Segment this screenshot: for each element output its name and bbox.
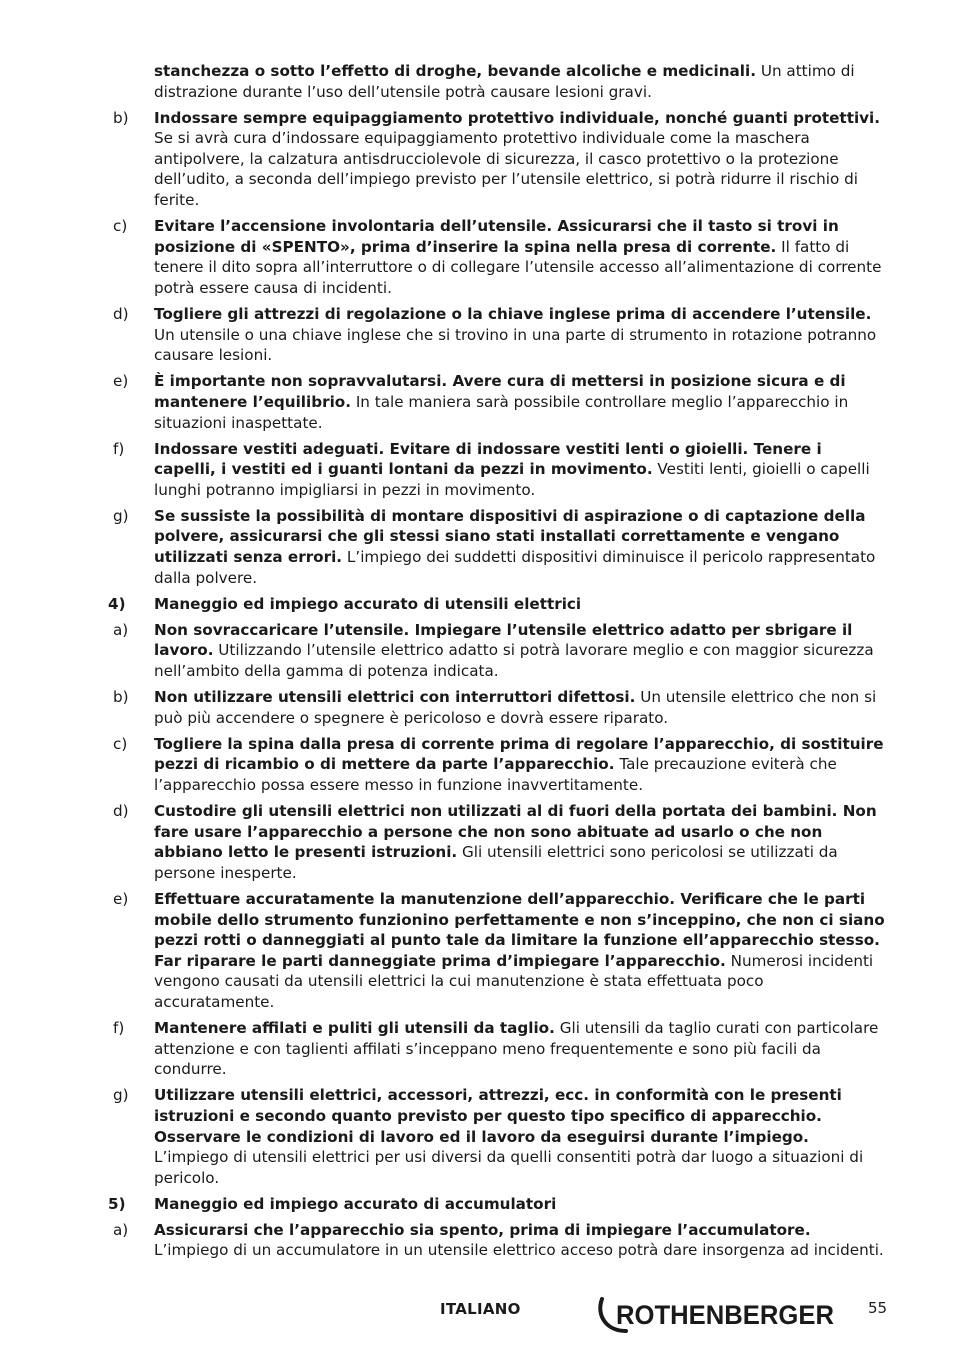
list-item bbox=[108, 61, 888, 102]
item-label: b) bbox=[113, 688, 129, 707]
document-body bbox=[108, 61, 888, 1267]
item-text: Vestiti lenti, gioielli o capelli lunghi potranno impigliarsi in pezzi in movimento. bbox=[154, 460, 870, 499]
list-item bbox=[108, 439, 888, 501]
item-text: Tale precauzione eviterà che l’apparecchio possa essere messo in funzione inavvertitamente. bbox=[154, 755, 837, 794]
item-label: 4) bbox=[108, 594, 126, 613]
item-label: a) bbox=[113, 620, 129, 639]
item-bold-text: Indossare sempre equipaggiamento protettivo individuale, nonché guanti protettivi. bbox=[154, 108, 881, 127]
item-text: Il fatto di tenere il dito sopra all’interruttore o di collegare l’utensile accesso all’alimentazione di corrente potrà essere causa di incidenti. bbox=[154, 237, 882, 297]
item-label: c) bbox=[113, 217, 128, 236]
item-bold-text: Maneggio ed impiego accurato di utensili elettrici bbox=[154, 594, 582, 613]
item-text: L’impiego di utensili elettrici per usi diversi da quelli consentiti potrà dar luogo a situazioni di pericolo. bbox=[154, 1148, 864, 1187]
list-item bbox=[108, 108, 888, 211]
item-bold-text: Togliere gli attrezzi di regolazione o la chiave inglese prima di accendere l’utensile. bbox=[154, 305, 872, 324]
item-bold-text: Se sussiste la possibilità di montare dispositivi di aspirazione o di captazione della polvere, assicurarsi che gli stessi siano stati installati correttamente e vengano utilizzati senza errori. bbox=[154, 506, 866, 567]
list-item bbox=[108, 1220, 888, 1261]
rothenberger-logo bbox=[596, 1293, 836, 1335]
item-bold-text: Assicurarsi che l’apparecchio sia spento, prima di impiegare l’accumulatore. bbox=[154, 1220, 811, 1239]
item-text: In tale maniera sarà possibile controllare meglio l’apparecchio in situazioni inaspettate. bbox=[154, 392, 849, 432]
item-text: Gli utensili da taglio curati con particolare attenzione e con taglienti affilati s’inceppano meno frequentemente e sono più facili da condurre. bbox=[154, 1019, 879, 1079]
list-item bbox=[108, 734, 888, 796]
item-text: Numerosi incidenti vengono causati da utensili elettrici la cui manutenzione è stata effettuata poco accuratamente. bbox=[154, 951, 874, 1011]
logo-wordmark: ROTHENBERGER bbox=[616, 1300, 834, 1330]
item-text: L’impiego dei suddetti dispositivi diminuisce il pericolo rappresentato dalla polvere. bbox=[154, 548, 876, 587]
item-label: a) bbox=[113, 1220, 129, 1239]
item-label: d) bbox=[113, 802, 129, 821]
item-label: f) bbox=[113, 1019, 125, 1038]
item-bold-text: stanchezza o sotto l’effetto di droghe, bevande alcoliche e medicinali. bbox=[154, 62, 756, 80]
item-label: g) bbox=[113, 1086, 129, 1105]
item-label: 5) bbox=[108, 1194, 126, 1213]
list-item bbox=[108, 506, 888, 588]
item-bold-text: Maneggio ed impiego accurato di accumulatori bbox=[154, 1194, 557, 1213]
item-label: c) bbox=[113, 734, 128, 753]
item-label: g) bbox=[113, 506, 129, 525]
section-heading bbox=[108, 1194, 888, 1215]
item-bold-text: Indossare vestiti adeguati. Evitare di indossare vestiti lenti o gioielli. Tenere i capelli, i vestiti ed i guanti lontani da pezzi in movimento. bbox=[154, 439, 822, 479]
item-bold-text: Evitare l’accensione involontaria dell’utensile. Assicurarsi che il tasto si trovi in posizione di «SPENTO», prima d’inserire la spina nella presa di corrente. bbox=[154, 217, 839, 256]
page-number: 55 bbox=[868, 1299, 888, 1317]
item-text: Un utensile elettrico che non si può più accendere o spegnere è pericoloso e dovrà essere riparato. bbox=[154, 688, 877, 727]
item-label: e) bbox=[113, 372, 129, 391]
list-item bbox=[108, 216, 888, 298]
item-bold-text: Non utilizzare utensili elettrici con interruttori difettosi. bbox=[154, 688, 636, 707]
item-text: Gli utensili elettrici sono pericolosi se utilizzati da persone inesperte. bbox=[154, 843, 838, 882]
item-bold-text: Mantenere affilati e puliti gli utensili da taglio. bbox=[154, 1019, 555, 1038]
item-text: L’impiego di un accumulatore in un utensile elettrico acceso potrà dare insorgenza ad incidenti. bbox=[154, 1241, 884, 1260]
list-item bbox=[108, 687, 888, 728]
list-item bbox=[108, 889, 888, 1013]
item-label: d) bbox=[113, 305, 129, 324]
item-label: b) bbox=[113, 108, 129, 127]
item-text: Se si avrà cura d’indossare equipaggiamento protettivo individuale come la maschera antipolvere, la calzatura antisdrucciolevole di sicurezza, il casco protettivo o la protezione dell’udito, a seconda dell’impiego previsto per l’utensile elettrico, si potrà ridurre il rischio di ferite. bbox=[154, 129, 858, 210]
item-bold-text: Utilizzare utensili elettrici, accessori, attrezzi, ecc. in conformità con le presenti istruzioni e secondo quanto previsto per questo tipo specifico di apparecchio. Osservare le condizioni di lavoro ed il lavoro da eseguirsi durante l’impiego. bbox=[154, 1086, 842, 1146]
list-item bbox=[108, 801, 888, 883]
item-label: f) bbox=[113, 439, 125, 458]
list-item bbox=[108, 304, 888, 366]
list-item bbox=[108, 620, 888, 682]
item-bold-text: Togliere la spina dalla presa di corrente prima di regolare l’apparecchio, di sostituire pezzi di ricambio o di mettere da parte l’apparecchio. bbox=[154, 734, 884, 774]
footer-language: ITALIANO bbox=[440, 1300, 521, 1318]
item-bold-text: È importante non sopravvalutarsi. Avere cura di mettersi in posizione sicura e di mantenere l’equilibrio. bbox=[154, 372, 846, 411]
item-label: e) bbox=[113, 889, 129, 908]
list-item bbox=[108, 1085, 888, 1188]
item-text: Un attimo di distrazione durante l’uso dell’utensile potrà causare lesioni gravi. bbox=[154, 62, 855, 101]
item-bold-text: Effettuare accuratamente la manutenzione dell’apparecchio. Verificare che le parti mobile dello strumento funzionino perfettamente e non s’inceppino, che non ci siano pezzi rotti o danneggiati al punto tale da limitare la funzione ell’apparecchio stesso. Far riparare le parti danneggiate prima d’impiegare l’apparecchio. bbox=[154, 889, 885, 970]
list-item bbox=[108, 371, 888, 433]
list-item bbox=[108, 1018, 888, 1080]
section-heading bbox=[108, 594, 888, 615]
item-text: Un utensile o una chiave inglese che si trovino in una parte di strumento in rotazione potranno causare lesioni. bbox=[154, 325, 877, 365]
item-bold-text: Custodire gli utensili elettrici non utilizzati al di fuori della portata dei bambini. Non fare usare l’apparecchio a persone che non sono abituate ad usarlo o che non abbiano letto le presenti istruzioni. bbox=[154, 802, 877, 862]
item-bold-text: Non sovraccaricare l’utensile. Impiegare l’utensile elettrico adatto per sbrigare il lavoro. bbox=[154, 620, 853, 660]
item-text: Utilizzando l’utensile elettrico adatto si potrà lavorare meglio e con maggior sicurezza nell’ambito della gamma di potenza indicata. bbox=[154, 641, 874, 681]
